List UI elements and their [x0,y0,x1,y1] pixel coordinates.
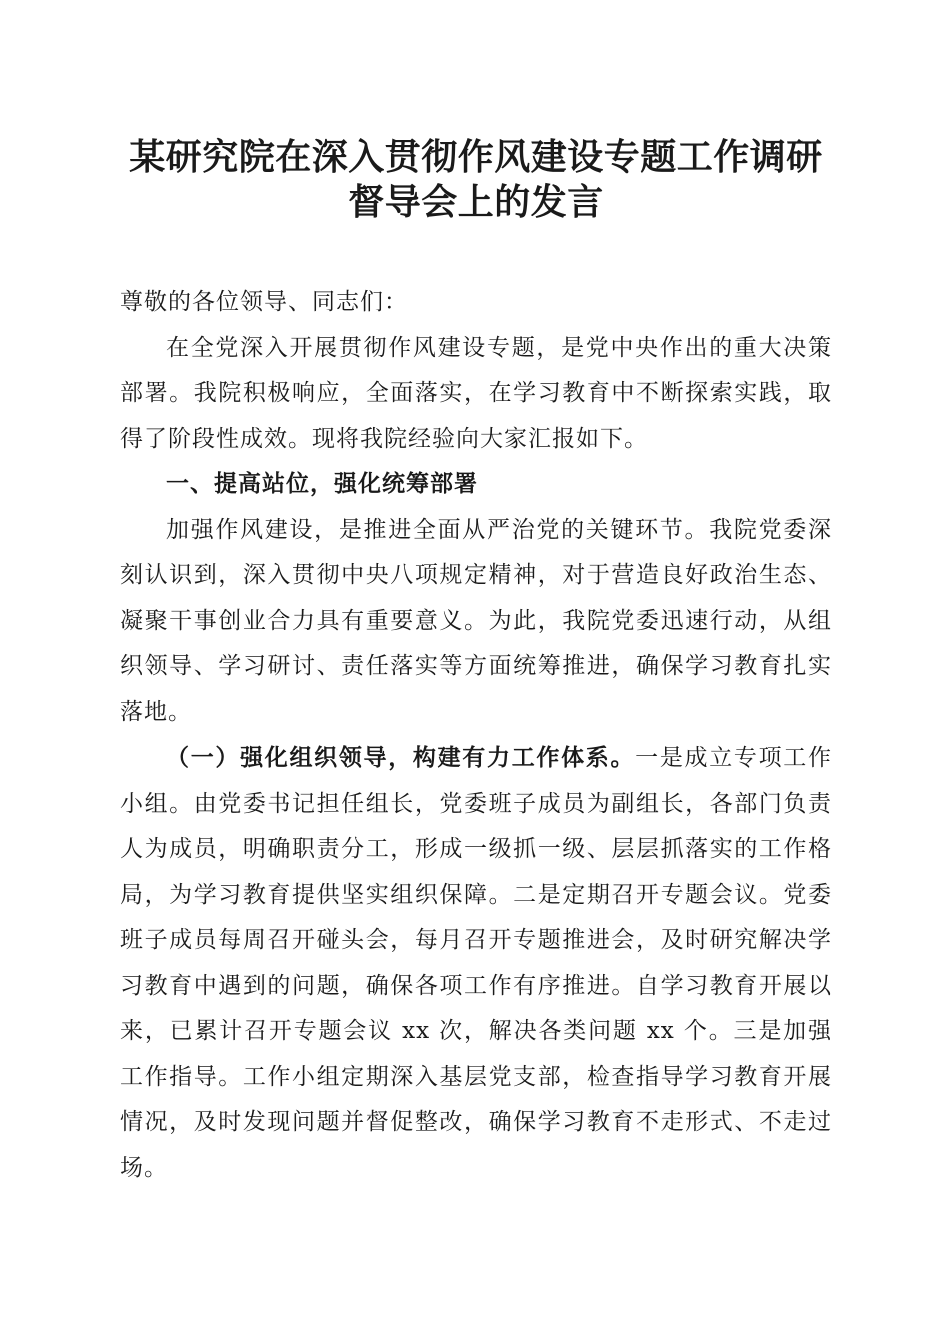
document-body [120,280,832,1191]
section-1-paragraph: 加强作风建设，是推进全面从严治党的关键环节。我院党委深刻认识到，深入贯彻中央八项规定精神，对于营造良好政治生态、凝聚干事创业合力具有重要意义。为此，我院党委迅速行动，从组织领导、学习研讨、责任落实等方面统筹推进，确保学习教育扎实落地。 [120,516,832,725]
intro-paragraph: 在全党深入开展贯彻作风建设专题，是党中央作出的重大决策部署。我院积极响应，全面落实，在学习教育中不断探索实践，取得了阶段性成效。现将我院经验向大家汇报如下。 [120,334,832,452]
section-1-heading: 一、提高站位，强化统筹部署 [166,471,478,497]
subsection-1-paragraph [120,735,832,1191]
greeting: 尊敬的各位领导、同志们： [120,289,408,315]
subsection-1-lead: （一）强化组织领导，构建有力工作体系。 [166,744,636,771]
subsection-1-body: 一是成立专项工作小组。由党委书记担任组长，党委班子成员为副组长，各部门负责人为成员，明确职责分工，形成一级抓一级、层层抓落实的工作格局，为学习教育提供坚实组织保障。二是定期召开专题会议。党委班子成员每周召开碰头会，每月召开专题推进会，及时研究解决学习教育中遇到的问题，确保各项工作有序推进。自学习教育开展以来，已累计召开专题会议 xx 次，解决各类问题 xx 个。三是加强工作指导。工作小组定期深入基层党支部，检查指导学习教育开展情况，及时发现问题并督促整改，确保学习教育不走形式、不走过场。 [120,745,833,1181]
document-title: 某研究院在深入贯彻作风建设专题工作调研督导会上的发言 [129,136,823,223]
